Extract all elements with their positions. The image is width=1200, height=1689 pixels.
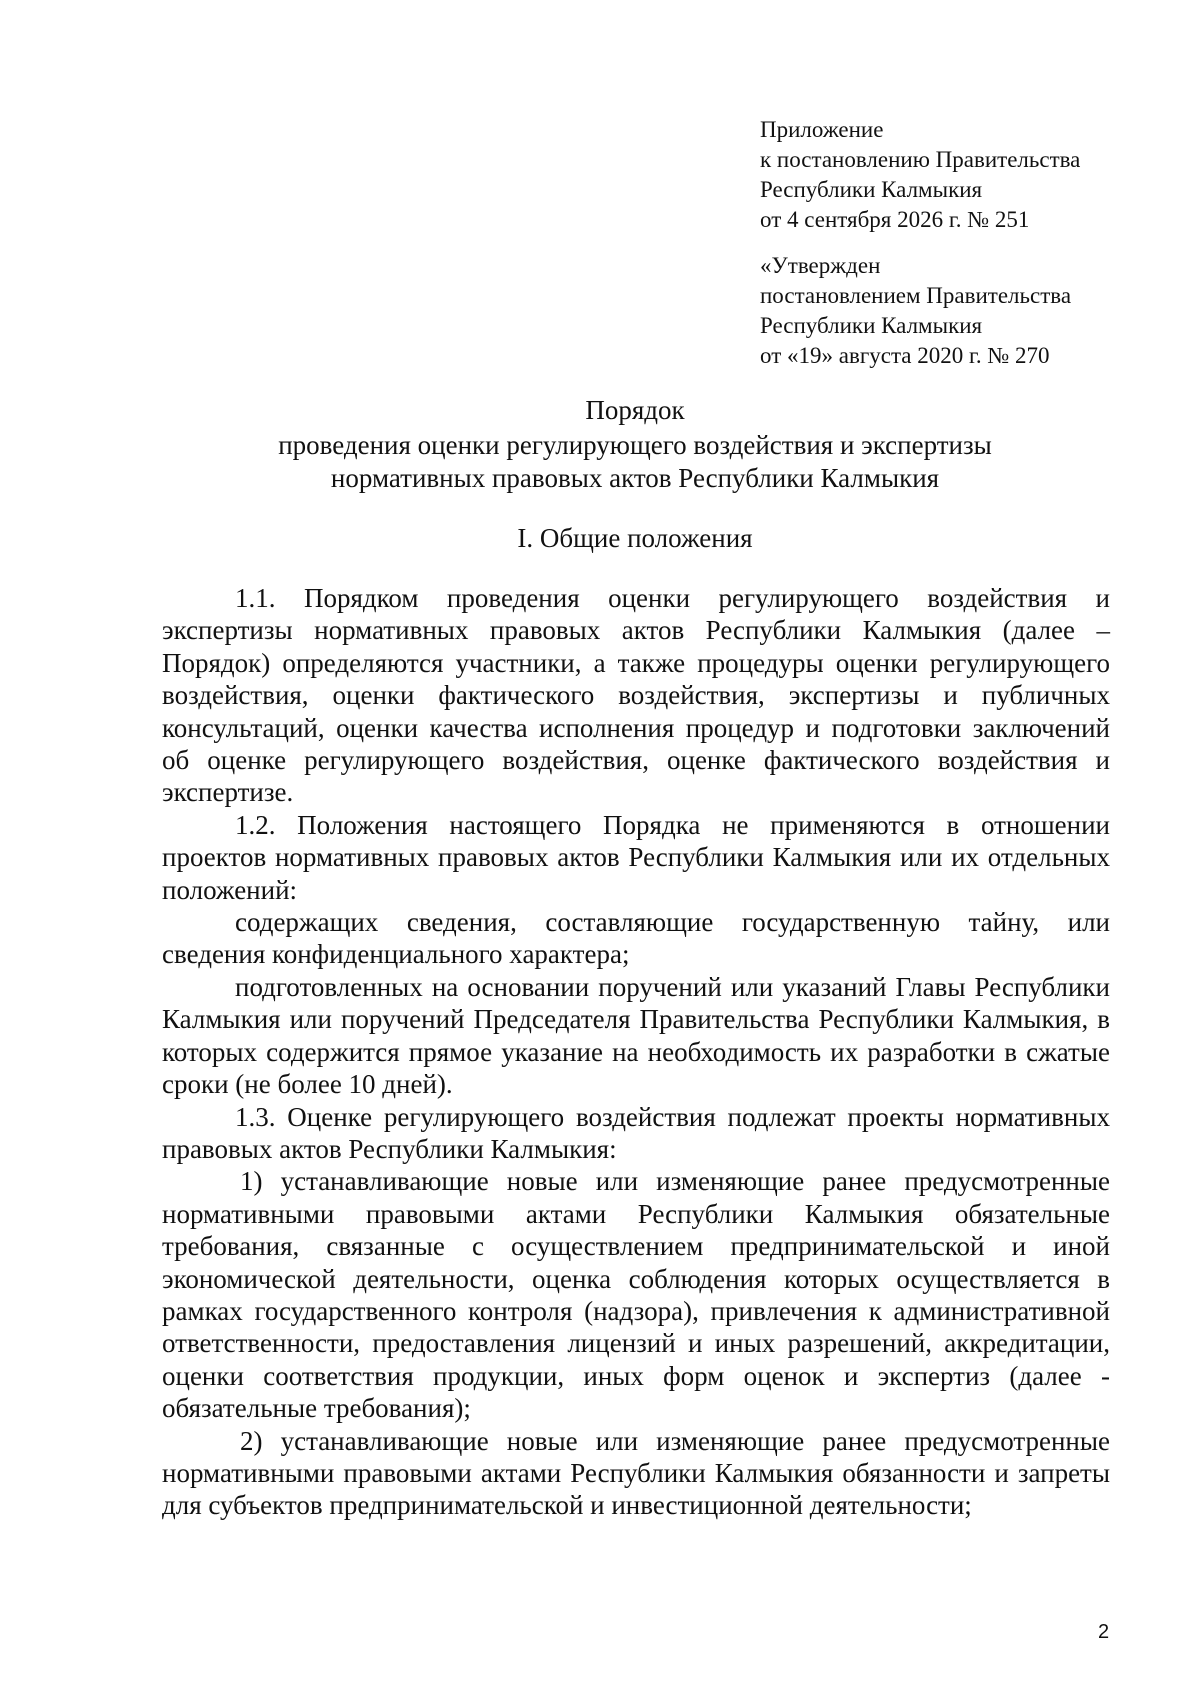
document-title: Порядок — [585, 395, 685, 425]
document-subtitle-line-2: нормативных правовых актов Республики Калмыкия — [330, 463, 940, 493]
paragraph-1-2: 1.2. Положения настоящего Порядка не применяются в отношении проектов нормативных правовых актов Республики Калмыкия или их отдельных положений: — [162, 809, 1110, 905]
approval-line: постановлением Правительства — [760, 283, 1072, 308]
approval-line: «Утвержден — [760, 253, 881, 278]
document-subtitle-line-1: проведения оценки регулирующего воздействия и экспертизы — [278, 430, 992, 460]
paragraph-1-1: 1.1. Порядком проведения оценки регулирующего воздействия и экспертизы нормативных правовых актов Республики Калмыкия (далее – Порядок) определяются участники, а также процедуры оценки регулирующего воздействия, оценки фактического воздействия, экспертизы и публичных консультаций, оценки качества исполнения процедур и подготовки заключений об оценке регулирующего воздействия, оценке фактического воздействия и экспертизе. — [162, 583, 1110, 808]
appendix-line: Приложение — [760, 117, 884, 142]
appendix-reference-block — [760, 115, 1160, 235]
paragraph-exception-orders: подготовленных на основании поручений или указаний Главы Республики Калмыкия или поручений Председателя Правительства Республики Калмыкия, в которых содержится прямое указание на необходимость их разработки в сжатые сроки (не более 10 дней). — [162, 971, 1110, 1100]
document-body — [162, 582, 1110, 1522]
section-heading: I. Общие положения — [517, 523, 753, 553]
paragraph-1-3: 1.3. Оценке регулирующего воздействия подлежат проекты нормативных правовых актов Республики Калмыкия: — [162, 1101, 1110, 1164]
paragraph-exception-secret: содержащих сведения, составляющие государственную тайну, или сведения конфиденциального характера; — [162, 907, 1110, 970]
list-item-1: 1) устанавливающие новые или изменяющие ранее предусмотренные нормативными правовыми актами Республики Калмыкия обязательные требования, связанные с осуществлением предпринимательской и иной экономической деятельности, оценка соблюдения которых осуществляется в рамках государственного контроля (надзора), привлечения к административной ответственности, предоставления лицензий и иных разрешений, аккредитации, оценки соответствия продукции, иных форм оценок и экспертиз (далее - обязательные требования); — [162, 1166, 1110, 1424]
page-number: 2 — [1098, 1621, 1110, 1643]
appendix-line: к постановлению Правительства — [760, 147, 1081, 172]
appendix-line: от 4 сентября 2026 г. № 251 — [760, 207, 1030, 232]
approval-line: Республики Калмыкия — [760, 313, 983, 338]
approval-line: от «19» августа 2020 г. № 270 — [760, 343, 1050, 368]
appendix-line: Республики Калмыкия — [760, 177, 983, 202]
approval-reference-block — [760, 251, 1160, 371]
list-item-2: 2) устанавливающие новые или изменяющие ранее предусмотренные нормативными правовыми актами Республики Калмыкия обязанности и запреты для субъектов предпринимательской и инвестиционной деятельности; — [162, 1425, 1110, 1521]
